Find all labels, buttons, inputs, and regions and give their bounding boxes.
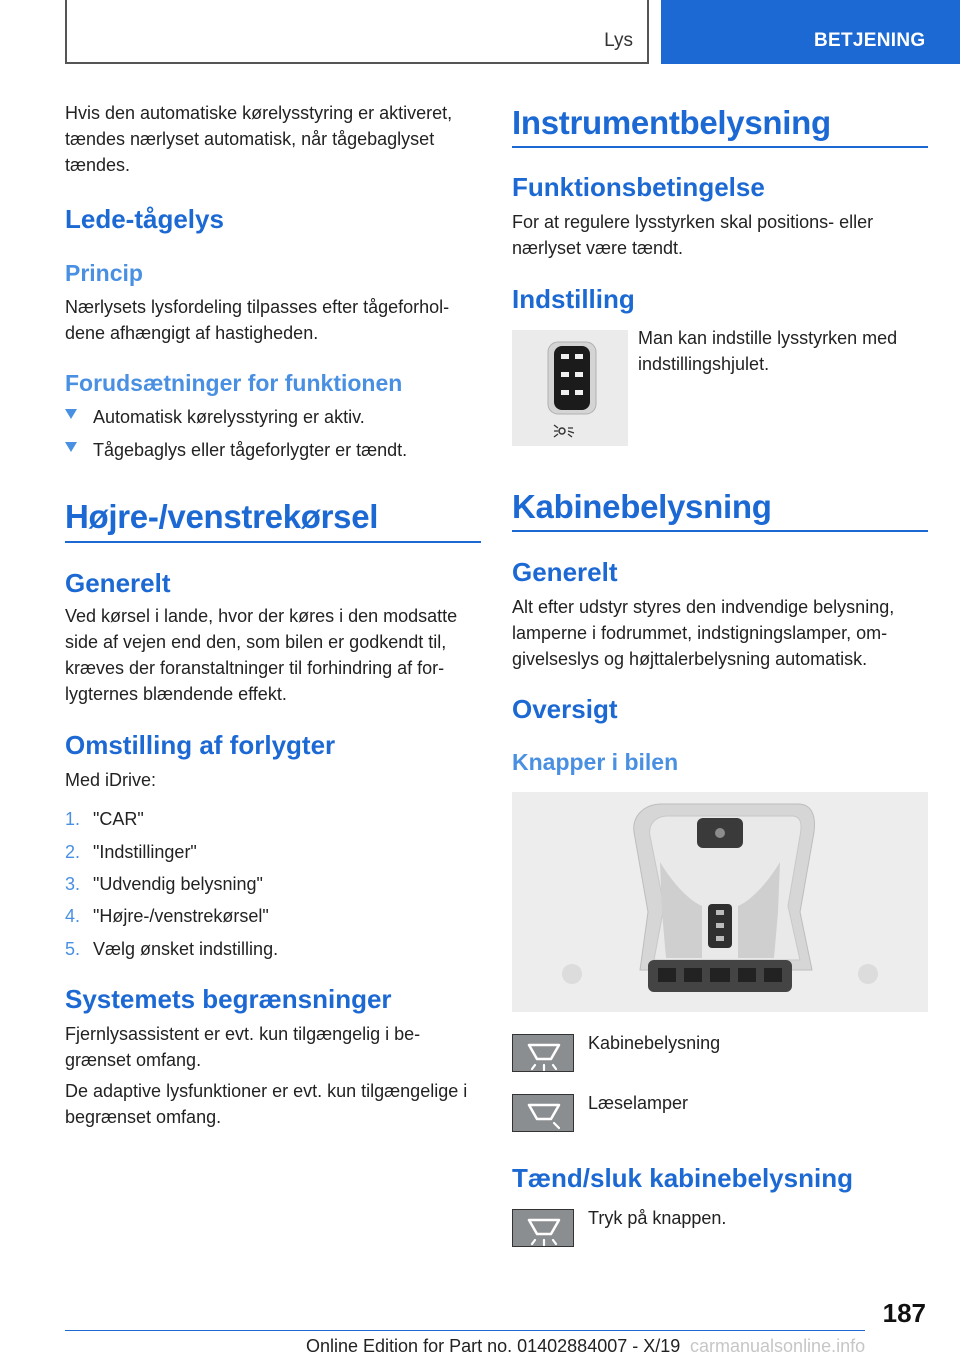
- taend-sluk-heading: Tænd/sluk kabinebelysning: [512, 1163, 853, 1193]
- taend-text: Tryk på knappen.: [588, 1208, 727, 1228]
- footer-edition: Online Edition for Part no. 01402884007 - X/19: [306, 1336, 681, 1356]
- hojre-venstrekorsel-heading: Højre-/venstrekørsel: [65, 498, 379, 535]
- generelt-text: Ved kørsel i lande, hvor der køres i den modsatte side af vejen end den, som bilen er godkendt til, kræves der foranstaltninger til forhindring af for-lygternes blændende effekt.: [65, 606, 458, 704]
- cabin-light-label: Kabinebelysning: [588, 1033, 721, 1053]
- footer-watermark: carmanualsonline.info: [690, 1336, 866, 1356]
- heading-divider: [65, 541, 481, 543]
- page-number: 187: [882, 1298, 926, 1328]
- cabin-light-icon: [512, 1034, 574, 1072]
- reading-lamp-icon: [512, 1094, 574, 1132]
- bullet-triangle-icon: [65, 442, 77, 452]
- bullet-triangle-icon: [65, 409, 77, 419]
- princip-text: Nærlysets lysfordeling tilpasses efter tågeforhol-dene afhængigt af hastigheden.: [65, 297, 450, 343]
- footer-divider: [65, 1330, 865, 1331]
- princip-heading: Princip: [65, 260, 143, 286]
- header-chapter-tab: [661, 0, 960, 64]
- dimmer-wheel-image: [512, 330, 628, 446]
- system-text-1: Fjernlysassistent er evt. kun tilgængelig i be-grænset omfang.: [65, 1024, 421, 1070]
- cabin-light-button-icon: [512, 1209, 574, 1247]
- lede-taagelys-heading: Lede-tågelys: [65, 204, 224, 234]
- reading-lamp-label: Læselamper: [588, 1093, 689, 1113]
- oversigt-heading: Oversigt: [512, 694, 618, 724]
- funktion-text: For at regulere lysstyrken skal positions- eller nærlyset være tændt.: [512, 212, 874, 258]
- header-chapter-title: BETJENING: [814, 30, 926, 51]
- generelt-heading: Generelt: [512, 557, 618, 587]
- header-section-box: [65, 0, 649, 64]
- generelt-heading: Generelt: [65, 568, 171, 598]
- indstilling-text: Man kan indstille lysstyrken med indstillingshjulet.: [638, 328, 898, 374]
- funktionsbetingelse-heading: Funktionsbetingelse: [512, 172, 765, 202]
- header-section-title: Lys: [604, 30, 633, 51]
- indstilling-heading: Indstilling: [512, 284, 635, 314]
- omstilling-heading: Omstilling af forlygter: [65, 730, 336, 760]
- kabinebelysning-heading: Kabinebelysning: [512, 488, 772, 525]
- heading-divider: [512, 146, 928, 148]
- systemets-begraensninger-heading: Systemets begrænsninger: [65, 984, 392, 1014]
- omstilling-intro: Med iDrive:: [65, 770, 157, 790]
- kabine-generelt-text: Alt efter udstyr styres den indvendige belysning, lamperne i fodrummet, indstigningslamper, om-givelseslys og højttalerbelysning automatisk.: [512, 597, 895, 669]
- heading-divider: [512, 530, 928, 532]
- overhead-console-image: [512, 792, 928, 1012]
- instrumentbelysning-heading: Instrumentbelysning: [512, 104, 831, 141]
- intro-paragraph: Hvis den automatiske kørelysstyring er aktiveret, tændes nærlyset automatisk, når tågebaglyset tændes.: [65, 103, 453, 175]
- system-text-2: De adaptive lysfunktioner er evt. kun tilgængelige i begrænset omfang.: [65, 1081, 468, 1127]
- knapper-i-bilen-heading: Knapper i bilen: [512, 749, 679, 775]
- forudsaetninger-heading: Forudsætninger for funktionen: [65, 370, 403, 396]
